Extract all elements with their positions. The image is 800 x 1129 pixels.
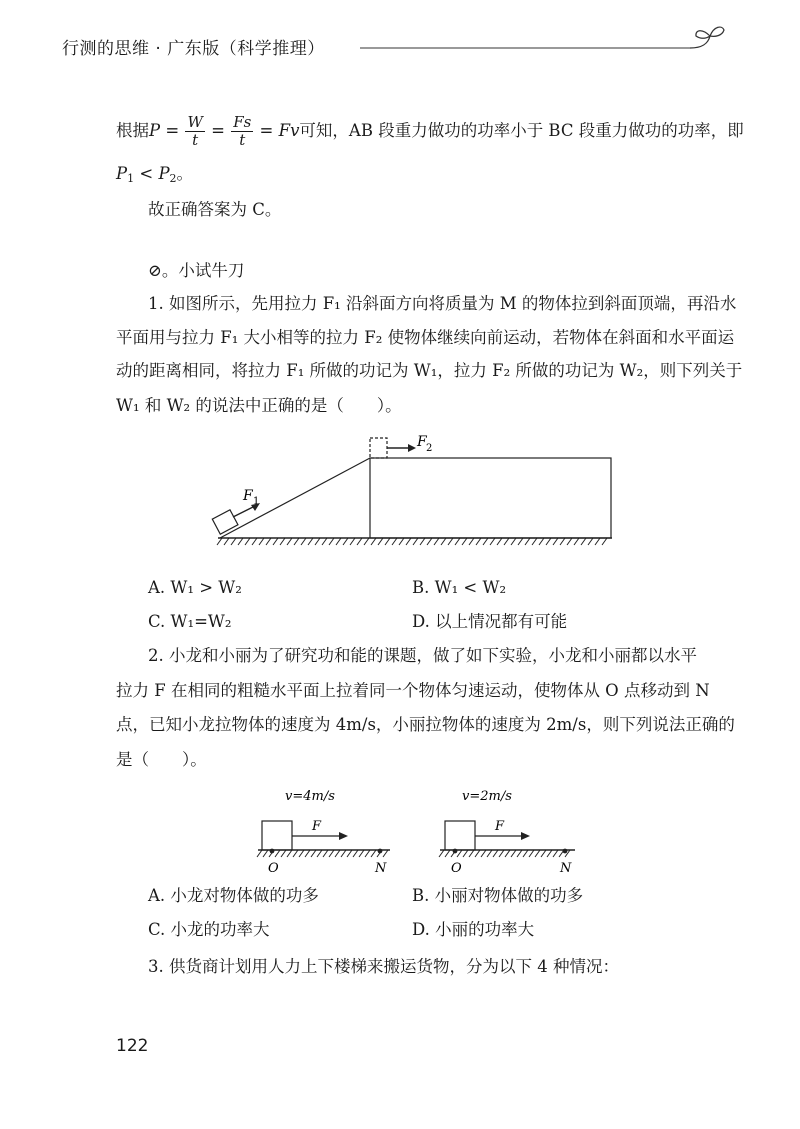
formula-line: 根据P = $\frac{W}{t}$ = $\frac{Fs}{t}$ = Fv可知，AB 段重力做功的功率小于 BC 段重力做功的功率，即 bbox=[116, 113, 744, 149]
block-on-top-dashed bbox=[370, 438, 387, 458]
p2-sub: 2 bbox=[169, 172, 177, 185]
sprout-icon bbox=[696, 27, 724, 38]
inequality-period: 。 bbox=[176, 164, 194, 183]
left-o-label: O bbox=[268, 861, 279, 876]
formula-p: P bbox=[149, 121, 161, 140]
frac2-denominator: t bbox=[239, 131, 246, 149]
formula-conclusion: 可知，AB 段重力做功的功率小于 BC 段重力做功的功率，即 bbox=[299, 121, 744, 140]
header-rule bbox=[360, 22, 730, 62]
q3-line1: 3. 供货商计划用人力上下楼梯来搬运货物，分为以下 4 种情况： bbox=[148, 957, 619, 976]
section-heading bbox=[148, 259, 244, 283]
f2-label: F bbox=[417, 434, 427, 450]
q1-option-a[interactable]: A. W₁ > W₂ bbox=[148, 578, 242, 597]
less-than: < bbox=[139, 164, 154, 183]
right-velocity-label: v=2m/s bbox=[462, 789, 512, 804]
right-n-label: N bbox=[560, 861, 572, 876]
incline-figure bbox=[200, 430, 620, 555]
f1-sub: 1 bbox=[253, 496, 260, 507]
q2-line4: 是（ ）。 bbox=[116, 750, 207, 769]
answer-line: 故正确答案为 C。 bbox=[148, 200, 282, 219]
left-velocity-label: v=4m/s bbox=[285, 789, 335, 804]
platform bbox=[370, 458, 611, 538]
q1-line1: 1. 如图所示，先用拉力 F₁ 沿斜面方向将质量为 M 的物体拉到斜面顶端，再沿水 bbox=[148, 294, 737, 313]
inequality-line bbox=[116, 162, 193, 191]
q2-line2: 拉力 F 在相同的粗糙水平面上拉着同一个物体匀速运动，使物体从 O 点移动到 N bbox=[116, 681, 710, 700]
p1-sub: 1 bbox=[127, 172, 135, 185]
q1-line2: 平面用与拉力 F₁ 大小相等的拉力 F₂ 使物体继续向前运动，若物体在斜面和水平面运 bbox=[116, 328, 735, 347]
q2-option-d[interactable]: D. 小丽的功率大 bbox=[412, 920, 535, 939]
q2-line3: 点，已知小龙拉物体的速度为 4m/s，小丽拉物体的速度为 2m/s，则下列说法正确的 bbox=[116, 715, 735, 734]
q1-line4: W₁ 和 W₂ 的说法中正确的是（ ）。 bbox=[116, 396, 402, 415]
page-number: 122 bbox=[116, 1036, 149, 1056]
frac1-denominator: t bbox=[192, 131, 199, 149]
left-n-label: N bbox=[375, 861, 387, 876]
q2-option-b[interactable]: B. 小丽对物体做的功多 bbox=[412, 886, 584, 905]
running-header: 行测的思维 · 广东版（科学推理） bbox=[62, 39, 325, 59]
q1-option-d[interactable]: D. 以上情况都有可能 bbox=[412, 612, 568, 631]
slash-circle-icon: ⊘ bbox=[148, 261, 162, 280]
formula-prefix: 根据 bbox=[116, 121, 149, 140]
left-force-label: F bbox=[312, 819, 322, 834]
p2-label: P bbox=[158, 164, 170, 183]
f2-sub: 2 bbox=[426, 443, 433, 454]
friction-figure bbox=[240, 780, 620, 880]
fraction-fs-over-t bbox=[231, 114, 253, 149]
right-force-label: F bbox=[495, 819, 505, 834]
q2-line1: 2. 小龙和小丽为了研究功和能的课题，做了如下实验，小龙和小丽都以水平 bbox=[148, 646, 697, 665]
q1-line3: 动的距离相同，将拉力 F₁ 所做的功记为 W₁，拉力 F₂ 所做的功记为 W₂，则下列关于 bbox=[116, 361, 743, 380]
q1-option-c[interactable]: C. W₁=W₂ bbox=[148, 612, 232, 631]
right-o-label: O bbox=[451, 861, 462, 876]
frac2-numerator: Fs bbox=[233, 113, 252, 131]
frac1-numerator: W bbox=[187, 113, 203, 131]
right-block bbox=[445, 821, 475, 850]
p1-label: P bbox=[116, 164, 128, 183]
fraction-w-over-t bbox=[185, 114, 204, 149]
q1-option-b[interactable]: B. W₁ < W₂ bbox=[412, 578, 507, 597]
left-block bbox=[262, 821, 292, 850]
q2-option-a[interactable]: A. 小龙对物体做的功多 bbox=[148, 886, 319, 905]
section-title: 。小试牛刀 bbox=[161, 261, 245, 280]
f1-label: F bbox=[243, 488, 253, 504]
q2-option-c[interactable]: C. 小龙的功率大 bbox=[148, 920, 270, 939]
formula-fv: Fv bbox=[278, 121, 300, 140]
